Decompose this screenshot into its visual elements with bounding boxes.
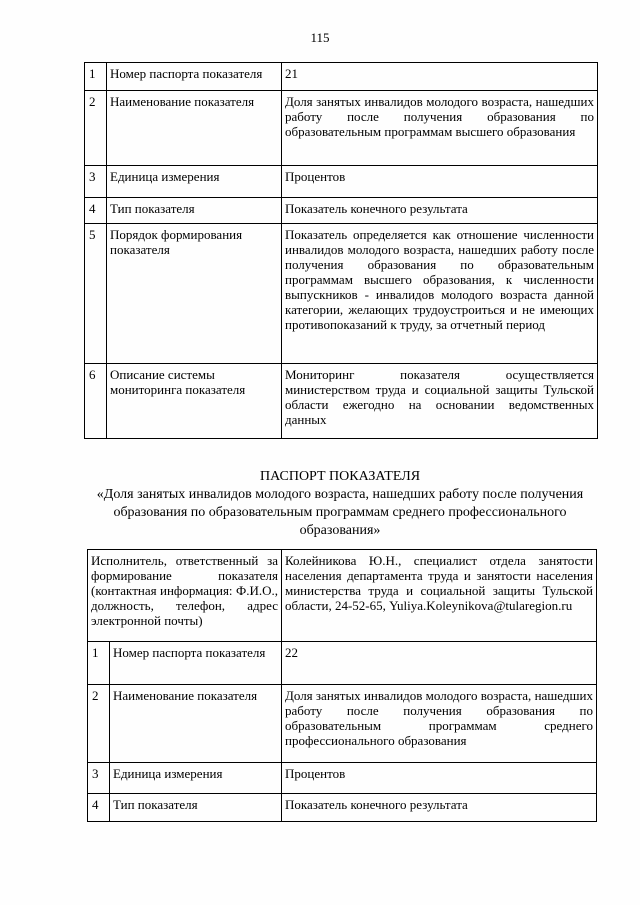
row-number: 2 [88,685,110,763]
row-label: Единица измерения [107,166,282,198]
row-value: 22 [282,642,597,685]
row-label: Номер паспорта показателя [107,63,282,91]
row-number: 5 [85,224,107,364]
row-label: Номер паспорта показателя [110,642,282,685]
row-value: Мониторинг показателя осуществляется министерством труда и социальной защиты Тульской области ежегодно на основании ведомственных данных [282,364,598,439]
row-number: 4 [88,794,110,822]
row-number: 6 [85,364,107,439]
row-number: 3 [88,763,110,794]
row-value: Процентов [282,166,598,198]
row-label: Тип показателя [110,794,282,822]
row-value: Показатель конечного результата [282,794,597,822]
row-value: Показатель определяется как отношение численности инвалидов молодого возраста, нашедших работу после получения образования по образовательным программам высшего образования, к численности выпускников - инвалидов молодого возраста данной категории, желающих трудоустроиться и не имеющих противопоказаний к труду, за отчетный период [282,224,598,364]
row-value: 21 [282,63,598,91]
row-value: Показатель конечного результата [282,198,598,224]
table-row [85,364,598,439]
row-number: 3 [85,166,107,198]
row-label: Описание системы мониторинга показателя [107,364,282,439]
table-row [88,763,597,794]
table-row [85,166,598,198]
table-row [88,642,597,685]
row-value: Доля занятых инвалидов молодого возраста, нашедших работу после получения образования по образовательным программам высшего образования [282,91,598,166]
table-row [88,794,597,822]
table-row [85,198,598,224]
row-number: 1 [88,642,110,685]
executor-row [88,550,597,642]
page-number: 115 [310,30,330,45]
table-row [85,91,598,166]
row-label: Единица измерения [110,763,282,794]
table-row [88,685,597,763]
executor-value: Колейникова Ю.Н., специалист отдела занятости населения департамента труда и занятости населения министерства труда и социальной защиты Тульской области, 24-52-65, Yuliya.Koleynikova@tularegion.ru [282,550,597,642]
row-label: Тип показателя [107,198,282,224]
passport-title: ПАСПОРТ ПОКАЗАТЕЛЯ [259,469,421,484]
passport-subtitle: «Доля занятых инвалидов молодого возраста, нашедших работу после получения образования по образовательным программам среднего профессионального образования» [96,487,584,538]
row-number: 2 [85,91,107,166]
row-number: 1 [85,63,107,91]
executor-label: Исполнитель, ответственный за формирование показателя (контактная информация: Ф.И.О., должность, телефон, адрес электронной почты) [88,550,282,642]
table-row [85,63,598,91]
row-label: Наименование показателя [110,685,282,763]
row-label: Наименование показателя [107,91,282,166]
row-number: 4 [85,198,107,224]
indicator-passport-table-21 [84,62,598,439]
row-label: Порядок формирования показателя [107,224,282,364]
row-value: Доля занятых инвалидов молодого возраста, нашедших работу после получения образования по образовательным программам среднего профессионального образования [282,685,597,763]
indicator-passport-table-22 [87,549,597,822]
table-row [85,224,598,364]
row-value: Процентов [282,763,597,794]
